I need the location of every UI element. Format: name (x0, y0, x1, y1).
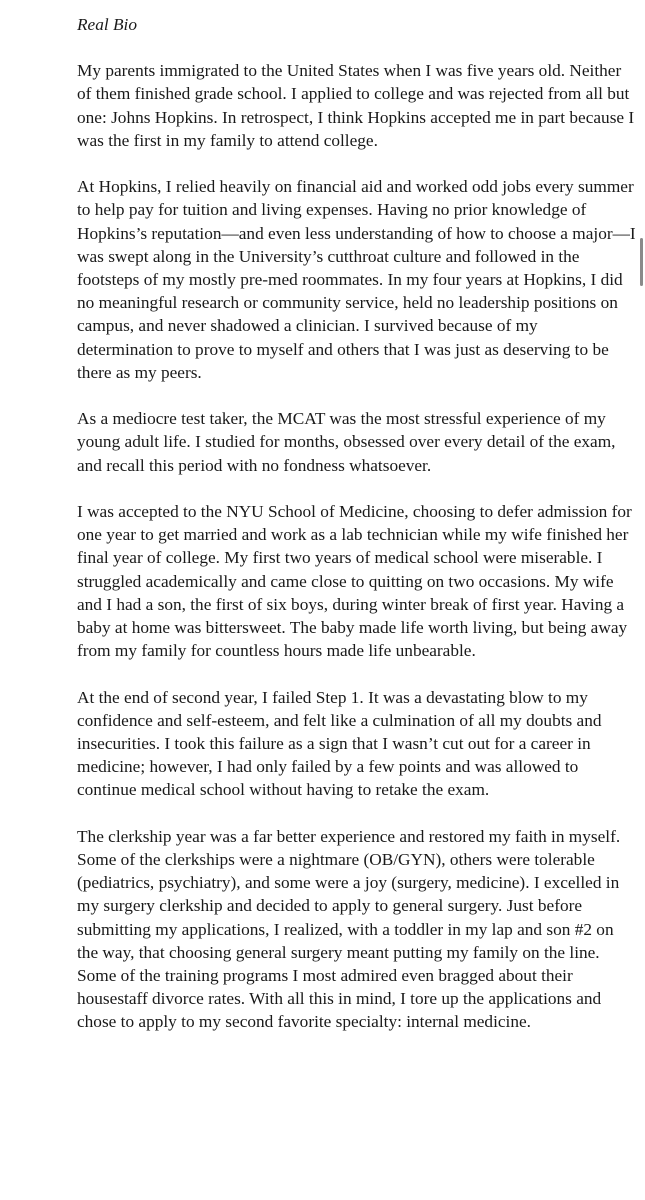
paragraph-2: At Hopkins, I relied heavily on financial aid and worked odd jobs every summer to help pay for tuition and living expenses. Having no prior knowledge of Hopkins’s reputation—and even less understanding of how to choose a major—I was swept along in the University’s cutthroat culture and followed in the footsteps of my mostly pre-med roommates. In my four years at Hopkins, I did no meaningful research or community service, held no leadership positions on campus, and never shadowed a clinician. I survived because of my determination to prove to myself and others that I was just as deserving to be there as my peers. (77, 177, 636, 382)
document-page (77, 13, 637, 1057)
vertical-scrollbar[interactable] (640, 238, 643, 286)
paragraph-3: As a mediocre test taker, the MCAT was the most stressful experience of my young adult life. I studied for months, obsessed over every detail of the exam, and recall this period with no fondness whatsoever. (77, 409, 616, 475)
document-title: Real Bio (77, 15, 137, 34)
paragraph-4: I was accepted to the NYU School of Medicine, choosing to defer admission for one year to get married and work as a lab technician while my wife finished her final year of college. My first two years of medical school were miserable. I struggled academically and came close to quitting on two occasions. My wife and I had a son, the first of six boys, during winter break of first year. Having a baby at home was bittersweet. The baby made life worth living, but being away from my family for countless hours made life unbearable. (77, 502, 632, 661)
paragraph-5: At the end of second year, I failed Step 1. It was a devastating blow to my confidence and self-esteem, and felt like a culmination of all my doubts and insecurities. I took this failure as a sign that I wasn’t cut out for a career in medicine; however, I had only failed by a few points and was allowed to continue medical school without having to retake the exam. (77, 687, 602, 800)
paragraph-1: My parents immigrated to the United States when I was five years old. Neither of them finished grade school. I applied to college and was rejected from all but one: Johns Hopkins. In retrospect, I think Hopkins accepted me in part because I was the first in my family to attend college. (77, 61, 635, 150)
paragraph-6: The clerkship year was a far better experience and restored my faith in myself. Some of the clerkships were a nightmare (OB/GYN), others were tolerable (pediatrics, psychiatry), and some were a joy (surgery, medicine). I excelled in my surgery clerkship and decided to apply to general surgery. Just before submitting my applications, I realized, with a toddler in my lap and son #2 on the way, that choosing general surgery meant putting my family on the line. Some of the training programs I most admired even bragged about their housestaff divorce rates. With all this in mind, I tore up the applications and chose to apply to my second favorite specialty: internal medicine. (77, 826, 621, 1032)
